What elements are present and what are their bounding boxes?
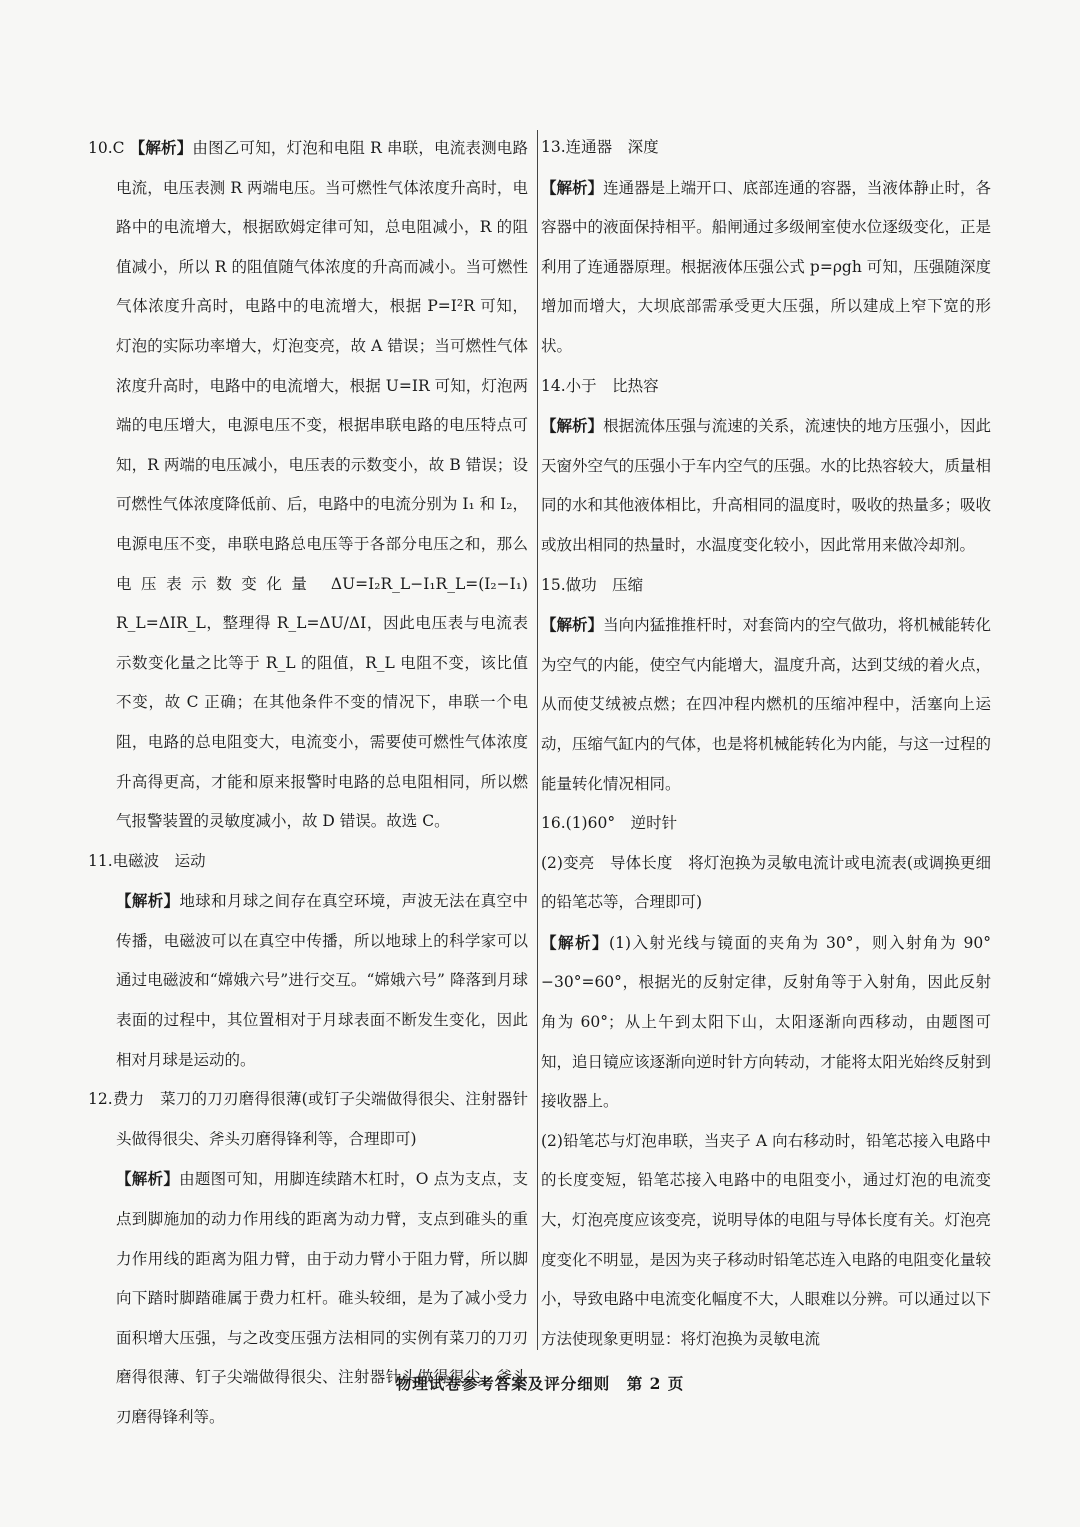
column-divider bbox=[537, 130, 538, 1350]
q12-analysis-tag: 【解析】 bbox=[116, 1169, 180, 1189]
q15-answer: 15.做功 压缩 bbox=[541, 575, 644, 594]
q13-analysis-tag: 【解析】 bbox=[541, 177, 604, 197]
q10-analysis-tag: 【解析】 bbox=[129, 138, 193, 157]
q16-analysis-tag: 【解析】 bbox=[541, 932, 610, 952]
q16-analysis-part2: (2)铅笔芯与灯泡串联，当夹子 A 向右移动时，铅笔芯接入电路中的长度变短，铅笔芯接入电路中的电阻变小，通过灯泡的电流变大，灯泡亮度应该变亮，说明导体的电阻与导体长度有关。灯泡亮度变化不明显，是因为夹子移动时铅笔芯连入电路的电阻变化量较小，导致电路中电流变化幅度不大，人眼难以分辨。可以通过以下方法使现象更明显：将灯泡换为灵敏电流 bbox=[541, 1131, 991, 1348]
page-footer: 物理试卷参考答案及评分细则 第 2 页 bbox=[395, 1374, 685, 1393]
q13-answer: 13.连通器 深度 bbox=[541, 138, 659, 156]
q15-analysis-tag: 【解析】 bbox=[541, 615, 604, 635]
q14-analysis bbox=[541, 406, 991, 565]
q15-analysis bbox=[541, 605, 991, 804]
q15-analysis-text: 当向内猛推推杆时，对套筒内的空气做功，将机械能转化为空气的内能，使空气内能增大，温度升高，达到艾绒的着火点，从而使艾绒被点燃；在四冲程内燃机的压缩冲程中，活塞向上运动，压缩气缸内的气体，也是将机械能转化为内能，与这一过程的能量转化情况相同。 bbox=[541, 616, 991, 793]
q13-analysis bbox=[541, 168, 991, 367]
q11-analysis-text: 地球和月球之间存在真空环境，声波无法在真空中传播，电磁波可以在真空中传播，所以地球上的科学家可以通过电磁波和“嫦娥六号”进行交互。“嫦娥六号” 降落到月球表面的过程中，其位置相对于月球表面不断发生变化，因此相对月球是运动的。 bbox=[116, 892, 528, 1069]
q16-analysis-part1 bbox=[541, 923, 991, 1122]
q11-answer: 11.电磁波 运动 bbox=[88, 851, 206, 870]
q11-analysis-tag: 【解析】 bbox=[116, 891, 180, 911]
q11-analysis bbox=[88, 881, 528, 1080]
q14-answer: 14.小于 比热容 bbox=[541, 376, 659, 395]
q13-analysis-text: 连通器是上端开口、底部连通的容器，当液体静止时，各容器中的液面保持相平。船闸通过多级闸室使水位逐级变化，正是利用了连通器原理。根据液体压强公式 p=ρgh 可知，压强随深度增加而增大，大坝底部需承受更大压强，所以建成上窄下宽的形状。 bbox=[541, 178, 991, 355]
q14-analysis-tag: 【解析】 bbox=[541, 416, 604, 436]
q10-block bbox=[88, 128, 528, 842]
q12-analysis bbox=[88, 1159, 528, 1437]
q12-answer: 12.费力 菜刀的刀刃磨得很薄(或钉子尖端做得很尖、注射器针头做得很尖、斧头刃磨得锋利等，合理即可) bbox=[88, 1090, 528, 1148]
q16-answer-part1: 16.(1)60° 逆时针 bbox=[541, 814, 678, 833]
q16-analysis-text-1: (1)入射光线与镜面的夹角为 30°，则入射角为 90°−30°=60°，根据光的反射定律，反射角等于入射角，因此反射角为 60°；从上午到太阳下山，太阳逐渐向西移动，由题图可知，追日镜应该逐渐向逆时针方向转动，才能将太阳光始终反射到接收器上。 bbox=[541, 933, 991, 1111]
q10-analysis-text: 由图乙可知，灯泡和电阻 R 串联，电流表测电路电流，电压表测 R 两端电压。当可燃性气体浓度升高时，电路中的电流增大，根据欧姆定律可知，总电阻减小，R 的阻值减小，所以 R 的阻值随气体浓度的升高而减小。当可燃性气体浓度升高时，电路中的电流增大，根据 P=I²R 可知，灯泡的实际功率增大，灯泡变亮，故 A 错误；当可燃性气体浓度升高时，电路中的电流增大，根据 U=IR 可知，灯泡两端的电压增大，电源电压不变，根据串联电路的电压特点可知，R 两端的电压减小，电压表的示数变小，故 B 错误；设可燃性气体浓度降低前、后，电路中的电流分别为 I₁ 和 I₂，电源电压不变，串联电路总电压等于各部分电压之和，那么电压表示数变化量 ΔU=I₂R_L−I₁R_L=(I₂−I₁) R_L=ΔIR_L，整理得 R_L=ΔU/ΔI，因此电压表与电流表示数变化量之比等于 R_L 的阻值，R_L 电阻不变，该比值不变，故 C 正确；在其他条件不变的情况下，串联一个电阻，电路的总电阻变大，电流变小，需要使可燃性气体浓度升高得更高，才能和原来报警时电路的总电阻相同，所以燃气报警装置的灵敏度减小，故 D 错误。故选 C。 bbox=[116, 139, 528, 831]
q10-answer: 10.C bbox=[88, 139, 130, 157]
q16-answer-part2: (2)变亮 导体长度 将灯泡换为灵敏电流计或电流表(或调换更细的铅笔芯等，合理即可) bbox=[541, 853, 991, 912]
left-column bbox=[88, 128, 528, 1438]
right-column bbox=[541, 128, 991, 1359]
q14-analysis-text: 根据流体压强与流速的关系，流速快的地方压强小，因此天窗外空气的压强小于车内空气的压强。水的比热容较大，质量相同的水和其他液体相比，升高相同的温度时，吸收的热量多；吸收或放出相同的热量时，水温度变化较小，因此常用来做冷却剂。 bbox=[541, 417, 991, 554]
q12-analysis-text: 由题图可知，用脚连续踏木杠时，O 点为支点，支点到脚施加的动力作用线的距离为动力臂，支点到碓头的重力作用线的距离为阻力臂，由于动力臂小于阻力臂，所以脚向下踏时脚踏碓属于费力杠杆。碓头较细，是为了减小受力面积增大压强，与之改变压强方法相同的实例有菜刀的刀刃磨得很薄、钉子尖端做得很尖、注射器针头做得很尖、斧头刃磨得锋利等。 bbox=[116, 1170, 528, 1426]
